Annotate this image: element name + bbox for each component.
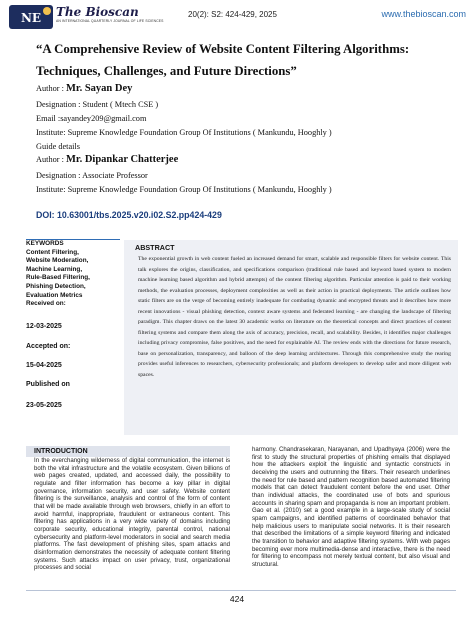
author-1-line — [36, 83, 456, 94]
author-1-name: Mr. Sayan Dey — [65, 83, 133, 94]
author-label: Author : — [36, 84, 66, 93]
author-2-name: Mr. Dipankar Chatterjee — [65, 154, 179, 165]
author-1-email[interactable]: Email :sayandey209@gmail.com — [36, 114, 147, 123]
received-date: 12-03-2025 — [26, 323, 62, 330]
accepted-label: Accepted on: — [26, 343, 71, 350]
keyword-item: Website Moderation, — [26, 257, 89, 265]
author-2-institute: Institute: Supreme Knowledge Foundation Group Of Institutions ( Mankundu, Hooghly ) — [36, 185, 332, 194]
page-number: 424 — [229, 594, 245, 604]
issue-info: 20(2): S2: 424-429, 2025 — [188, 10, 277, 19]
journal-header — [8, 2, 466, 34]
published-label: Published on — [26, 381, 70, 388]
keywords-block — [26, 240, 120, 309]
author-label: Author : — [36, 155, 66, 164]
introduction-left-column: In the everchanging wilderness of digital communication, the internet is both the vital infrastructure and the volatile ecosystem. Given billions of web pages created, updated, and accessed daily, the possibility to regulate and filter information has become a key pillar in digital governance, information security, and user safety. Website content filtering is the surveillance, analysis and control of the form of content that will be made available through web browsers, chiefly in an effort to avoid harmful, inappropriate, fraudulent or extraneous content. This filtering has applications in a very wide variety of domains including corporate security, educational integrity, parental control, national cybersecurity and platform-level moderators in social and search media platforms. The fast development of phishing sites, spam attacks and disinformation demonstrates the necessity of adequate content filtering systems. Such attacks impact on user privacy, trust, organizational processes and social — [34, 457, 230, 572]
keyword-item: Rule-Based Filtering, — [26, 274, 90, 282]
keywords-heading: KEYWORDS — [26, 240, 64, 247]
received-label: Received on: — [26, 300, 66, 308]
accepted-date: 15-04-2025 — [26, 362, 62, 369]
journal-logo — [8, 2, 54, 32]
guide-details: Guide details — [36, 142, 81, 151]
paper-title: “A Comprehensive Review of Website Content Filtering Algorithms: Techniques, Challenges, and Future Directions” — [36, 42, 410, 78]
keyword-item: Phishing Detection, — [26, 282, 86, 290]
keyword-item: Content Filtering, — [26, 248, 79, 256]
abstract-text: The exponential growth in web content fueled an increased demand for smart, scalable and responsible filters for website content. This talk explores the origins, classification, and specifications comparison (traditional rule based and keyword based system to modern machine learning based algorithm and hybrid attempts) of the content filtering algorithm. Particular attention is paid to their working methods, the evaluation processes, deployment complexities as well as their action in practical deployments. The article outlines how static filters are on the verge of becoming entirely inadequate for combating dynamic and encrypted threats and it describes how more recent innovations - visual phishing detection, context aware systems and federated learning - are changing the landscape of filtering paradigm. This chapter draws on the latest 30 academic works on literature on the theoretical concepts and direct practices of content filtering systems and compare them along the axis of accuracy, precision, recall, and scalability. Besides, it identifies major challenges including privacy compromise, false positives, and the need for explainable AI. The review ends with the directions for future research, base on personalization, transparency, and balloon of the deep learning architectures. Through this comprehensive study the rearing provides useful inferences to researchers, cybersecurity professionals; and platform developers to develop safer and more diligent web spaces. — [138, 256, 451, 379]
introduction-right-column: harmony. Chandrasekaran, Narayanan, and Upadhyaya (2006) were the first to study the structural properties of phishing emails that displayed how the attackers exploit the linguistic and syntactic constructs in deceiving the users and outrunning the filters. Their research underlines the need for rule based and pattern recognition based automated filtering models that can detect fraudulent content before the end user. Other than individual attacks, the coordinated use of bots and spurious accounts in sharing spam and propaganda is now an important problem. Gao et al. (2010) set a good example in a large-scale study of social spam campaigns, and identified patterns of coordinated behavior that help malicious users to manipulate social networks. It is their research that described the limitations of a simple keyword filtering and indicated the transition to behavior and adaptive filtering systems. With web pages becoming ever more multimedia-dense and interactive, there is the need for filtering to encompass not merely textual content, but also visual and structural. — [252, 446, 450, 568]
author-1-designation: Designation : Student ( Mtech CSE ) — [36, 100, 159, 109]
journal-tagline: AN INTERNATIONAL QUARTERLY JOURNAL OF LIFE SCIENCES — [56, 19, 164, 23]
introduction-heading: INTRODUCTION — [34, 448, 88, 455]
author-2-designation: Designation : Associate Professor — [36, 171, 148, 180]
author-2-line — [36, 154, 456, 165]
keyword-item: Machine Learning, — [26, 265, 83, 273]
abstract-heading: ABSTRACT — [135, 243, 175, 252]
doi[interactable]: DOI: 10.63001/tbs.2025.v20.i02.S2.pp424-429 — [36, 210, 222, 220]
svg-text:NE: NE — [20, 11, 42, 25]
website-link[interactable]: www.thebioscan.com — [381, 9, 466, 19]
published-date: 23-05-2025 — [26, 402, 62, 409]
journal-name: The Bioscan — [56, 5, 139, 19]
keyword-item: Evaluation Metrics — [26, 291, 83, 299]
footer-divider — [26, 590, 456, 591]
author-1-institute: Institute: Supreme Knowledge Foundation Group Of Institutions ( Mankundu, Hooghly ) — [36, 128, 332, 137]
